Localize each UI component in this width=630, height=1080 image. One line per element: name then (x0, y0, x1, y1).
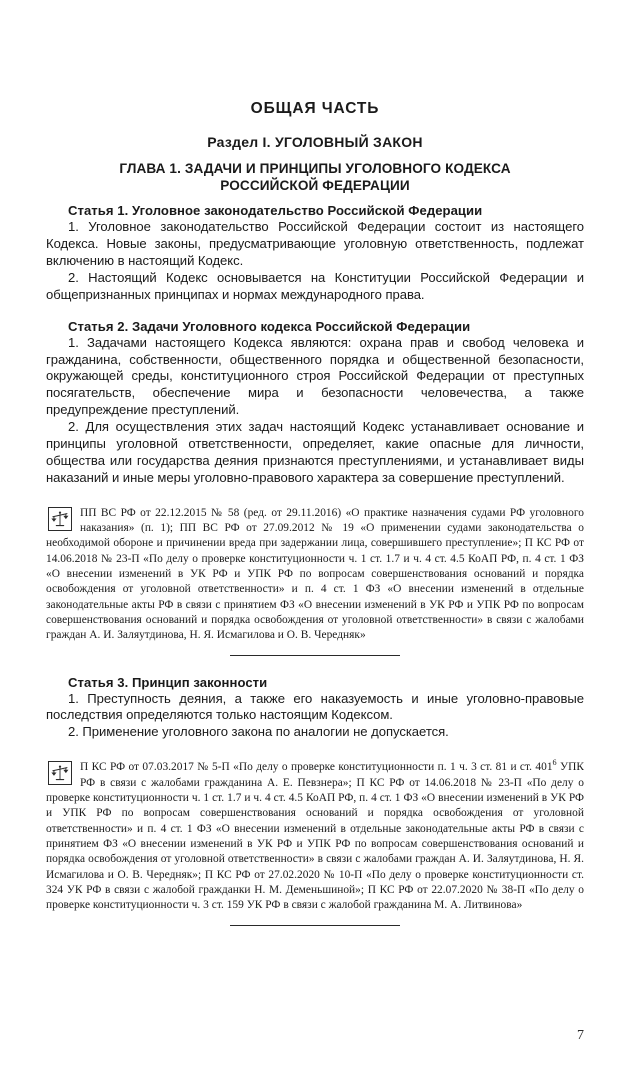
divider-rule-2 (46, 925, 584, 926)
article-3-title: Статья 3. Принцип законности (68, 674, 268, 690)
chapter-heading (46, 161, 584, 194)
article-1 (46, 203, 584, 303)
article-2-title: Статья 2. Задачи Уголовного кодекса Российской Федерации (68, 318, 471, 334)
citation-2-text-part-1: П КС РФ от 07.03.2017 № 5-П «По делу о проверке конституционности п. 1 ч. 3 ст. 81 и ст. 401 (80, 761, 553, 774)
citation-block-1 (46, 506, 584, 644)
citation-block-1-text: ПП ВС РФ от 22.12.2015 № 58 (ред. от 29.11.2016) «О практике назначения судами РФ уголовного наказания» (п. 1); ПП ВС РФ от 27.09.2012 № 19 «О применении судами законодательства о необходимой обороне и причинении вреда при задержании лица, совершившего преступление»; П КС РФ от 14.06.2018 № 23-П «По делу о проверке конституционности ч. 1 ст. 1.7 и ч. 4 ст. 4.5 КоАП РФ, п. 4 ст. 1 ФЗ «О внесении изменений в УК РФ и УПК РФ по вопросам совершенствования оснований и порядка освобождения от уголовной ответственности» и п. 4 ст. 1 ФЗ «О внесении изменений в отдельные законодательные акты РФ в связи с принятием ФЗ «О внесении изменений в УК РФ и УПК РФ по вопросам совершенствования оснований и порядка освобождения от уголовной ответственности» в связи с жалобами граждан А. И. Заляутдинова, Н. Я. Исмагилова и О. В. Чередняк» (46, 506, 584, 642)
article-3-paragraph-1: 1. Преступность деяния, а также его наказуемость и иные уголовно-правовые последствия определяются только настоящим Кодексом. (46, 690, 584, 723)
article-1-paragraph-2: 2. Настоящий Кодекс основывается на Конституции Российской Федерации и общепризнанных принципах и нормах международного права. (46, 269, 584, 302)
part-heading: ОБЩАЯ ЧАСТЬ (250, 100, 380, 117)
article-1-title: Статья 1. Уголовное законодательство Российской Федерации (68, 203, 483, 219)
article-2-paragraph-2: 2. Для осуществления этих задач настоящий Кодекс устанавливает основание и принципы уголовной ответственности, определяет, какие опасные для личности, общества или государства деяния признаются преступлениями, и устанавливает виды наказаний и иные меры уголовно-правового характера за совершение преступлений. (46, 419, 584, 485)
chapter-heading-line-1: ГЛАВА 1. ЗАДАЧИ И ПРИНЦИПЫ УГОЛОВНОГО КОДЕКСА (119, 161, 511, 176)
spacer (46, 656, 584, 675)
article-3-paragraph-2: 2. Применение уголовного закона по аналогии не допускается. (68, 724, 449, 740)
spacer (46, 914, 584, 925)
citation-block-2 (46, 760, 584, 913)
scales-of-justice-icon (48, 507, 72, 531)
spacer (46, 741, 584, 760)
article-2 (46, 319, 584, 487)
spacer (46, 644, 584, 655)
scales-of-justice-icon (48, 761, 72, 785)
section-heading: Раздел I. УГОЛОВНЫЙ ЗАКОН (207, 134, 423, 150)
page-number: 7 (577, 1028, 584, 1043)
citation-2-superscript: 6 (552, 758, 557, 768)
chapter-heading-line-2: РОССИЙСКОЙ ФЕДЕРАЦИИ (220, 177, 410, 193)
divider-line (230, 655, 400, 656)
citation-2-text-part-2: УПК РФ в связи с жалобами гражданина А. Е. Певзнера»; П КС РФ от 14.06.2018 № 23-П «По делу о проверке конституционности ч. 1 ст. 1.7 и ч. 4 ст. 4.5 КоАП РФ, п. 4 ст. 1 ФЗ «О внесении изменений в УК РФ и УПК РФ по вопросам совершенствования оснований и порядка освобождения от уголовной ответственности» и п. 4 ст. 1 ФЗ «О внесении изменений в отдельные законодательные акты РФ в связи с принятием ФЗ «О внесении изменений в УК РФ и УПК РФ по вопросам совершенствования оснований и порядка освобождения от уголовной ответственности» в связи с жалобами граждан А. И. Заляутдинова, Н. Я. Исмагилова и О. В. Чередняк»; П КС РФ от 27.02.2020 № 10-П «По делу о проверке конституционности ст. 324 УК РФ в связи с жалобой гражданки Н. М. Деменьшиной»; П КС РФ от 22.07.2020 № 38-П «По делу о проверке конституционности ч. 3 ст. 159 УК РФ в связи с жалобой гражданина М. А. Литвинова» (46, 761, 584, 912)
article-1-paragraph-1: 1. Уголовное законодательство Российской Федерации состоит из настоящего Кодекса. Новые законы, предусматривающие уголовную ответственность, подлежат включению в настоящий Кодекс. (46, 219, 584, 268)
article-3 (46, 675, 584, 742)
spacer (46, 304, 584, 319)
divider-line (230, 925, 400, 926)
article-2-paragraph-1: 1. Задачами настоящего Кодекса являются: охрана прав и свобод человека и гражданина, собственности, общественного порядка и общественной безопасности, окружающей среды, конституционного строя Российской Федерации от преступных посягательств, обеспечение мира и безопасности человечества, а также предупреждение преступлений. (46, 334, 584, 418)
citation-block-2-text (46, 758, 584, 912)
spacer (46, 487, 584, 506)
